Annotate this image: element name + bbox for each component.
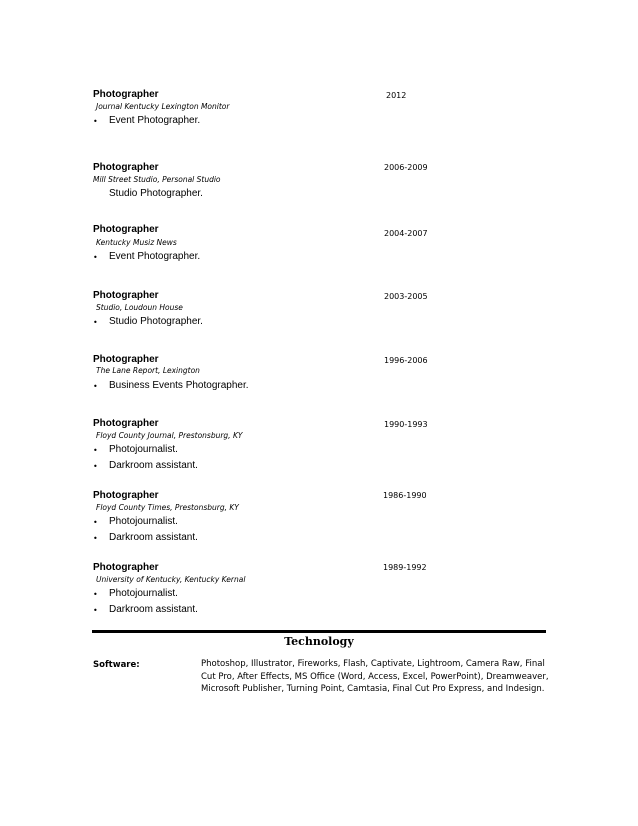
job-date: 1996-2006: [384, 356, 428, 365]
job-date: 2003-2005: [384, 292, 428, 301]
job-title: Photographer: [93, 562, 159, 573]
job-date: 1990-1993: [384, 420, 428, 429]
job-item: Studio Photographer.: [109, 188, 203, 199]
job-title: Photographer: [93, 162, 159, 173]
job-item: Photojournalist.: [109, 516, 178, 527]
job-title: Photographer: [93, 490, 159, 501]
job-item: Photojournalist.: [109, 444, 178, 455]
job-title: Photographer: [93, 290, 159, 301]
job-org: University of Kentucky, Kentucky Kernal: [96, 575, 246, 584]
job-item: Darkroom assistant.: [109, 532, 198, 543]
software-label: Software:: [93, 660, 140, 670]
job-item: Photojournalist.: [109, 588, 178, 599]
job-org: The Lane Report, Lexington: [96, 366, 200, 375]
job-date: 2006-2009: [384, 163, 428, 172]
job-org: Mill Street Studio, Personal Studio: [93, 175, 221, 184]
bullet-icon: •: [93, 462, 98, 471]
job-item: Business Events Photographer.: [109, 380, 249, 391]
bullet-icon: •: [93, 253, 98, 262]
job-date: 2012: [386, 91, 407, 100]
job-org: Kentucky Musiz News: [96, 238, 177, 247]
job-org: Floyd County Journal, Prestonsburg, KY: [96, 431, 243, 440]
job-item: Event Photographer.: [109, 115, 201, 126]
bullet-icon: •: [93, 117, 98, 126]
bullet-icon: •: [93, 534, 98, 543]
job-title: Photographer: [93, 89, 159, 100]
bullet-icon: •: [93, 606, 98, 615]
bullet-icon: •: [93, 446, 98, 455]
job-title: Photographer: [93, 224, 159, 235]
job-item: Darkroom assistant.: [109, 460, 198, 471]
job-date: 1989-1992: [383, 563, 427, 572]
bullet-icon: •: [93, 518, 98, 527]
section-heading: Technology: [284, 635, 354, 648]
job-org: Studio, Loudoun House: [96, 303, 183, 312]
software-list: Photoshop, Illustrator, Fireworks, Flash, Captivate, Lightroom, Camera Raw, Final Cut Pro, After Effects, MS Office (Word, Access, Excel, PowerPoint), Dreamweaver, Microsoft Publisher, Turning Point, Camtasia, Final Cut Pro Express, and Indesign.: [201, 659, 549, 694]
job-item: Event Photographer.: [109, 251, 201, 262]
bullet-icon: •: [93, 382, 98, 391]
bullet-icon: •: [93, 318, 98, 327]
job-title: Photographer: [93, 418, 159, 429]
bullet-icon: •: [93, 590, 98, 599]
job-org: Floyd County Times, Prestonsburg, KY: [96, 503, 239, 512]
job-date: 1986-1990: [383, 491, 427, 500]
job-org: Journal Kentucky Lexington Monitor: [96, 102, 230, 111]
job-date: 2004-2007: [384, 229, 428, 238]
job-item: Studio Photographer.: [109, 316, 203, 327]
job-item: Darkroom assistant.: [109, 604, 198, 615]
job-title: Photographer: [93, 354, 159, 365]
section-divider: [92, 630, 546, 633]
